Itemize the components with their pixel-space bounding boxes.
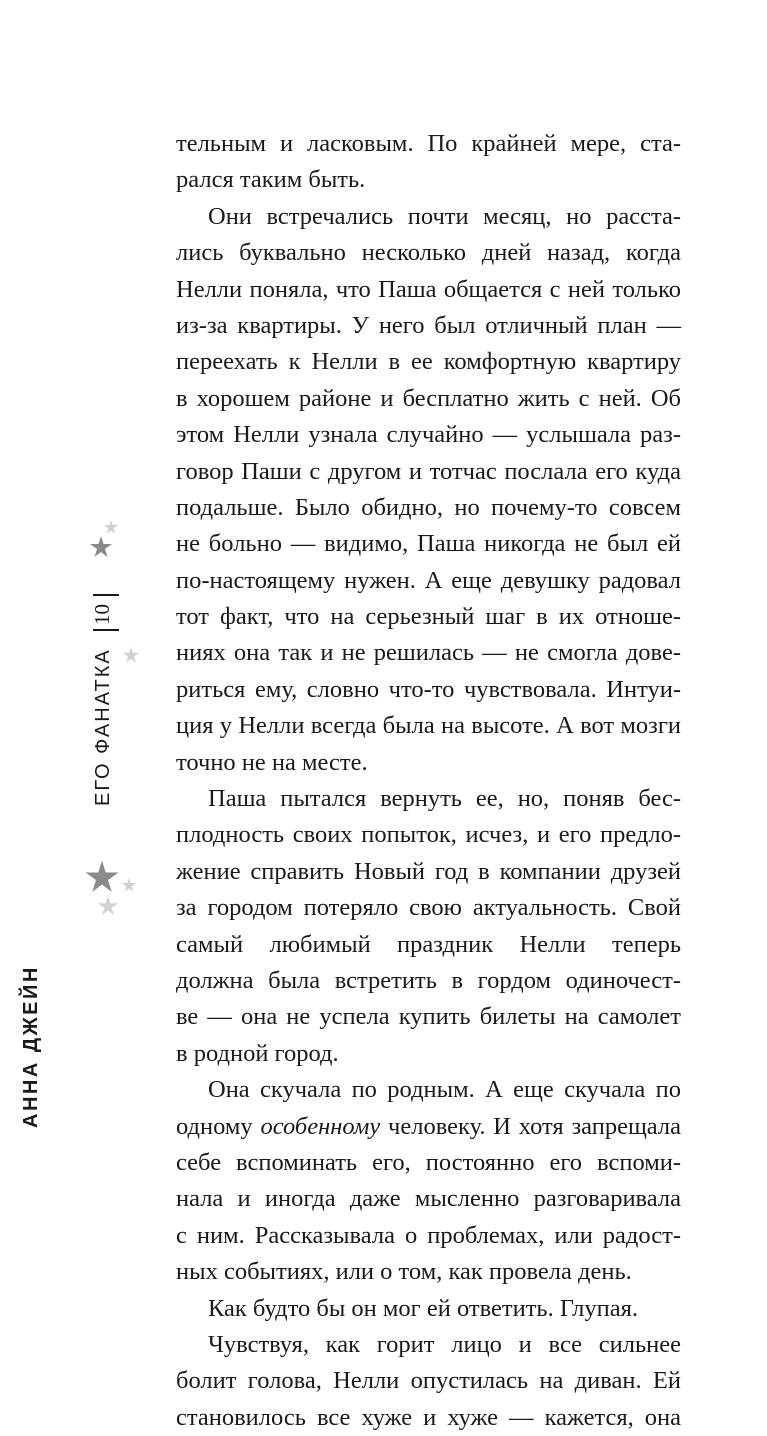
text-line: жение справить Новый год в компании друзей bbox=[176, 857, 681, 885]
star-icon bbox=[84, 859, 120, 895]
text-line: ция у Нелли всегда была на высоте. А вот мозги bbox=[176, 712, 681, 740]
star-icon bbox=[97, 895, 119, 917]
text-line: из-за квартиры. У него был отличный план — bbox=[176, 311, 681, 339]
text-fragment: человеку. И хотя запрещала bbox=[380, 1112, 681, 1140]
text-line: становилось все хуже и хуже — кажется, она bbox=[176, 1403, 681, 1431]
text-line: нала и иногда даже мысленно разговаривала bbox=[176, 1185, 681, 1213]
text-line: Как будто бы он мог ей ответить. Глупая. bbox=[208, 1294, 639, 1322]
text-line: точно не на месте. bbox=[176, 748, 368, 776]
text-line: должна была встретить в гордом одиночест- bbox=[176, 966, 681, 994]
text-fragment: одному bbox=[176, 1112, 261, 1140]
text-line: плодность своих попыток, исчез, и его предло- bbox=[176, 821, 681, 849]
text-line: этом Нелли узнала случайно — услышала раз- bbox=[176, 421, 681, 449]
text-line: Паша пытался вернуть ее, но, поняв бес- bbox=[208, 785, 681, 813]
text-line: Она скучала по родным. А еще скучала по bbox=[208, 1076, 681, 1104]
page-number-rule-top bbox=[93, 594, 119, 596]
text-line: не больно — видимо, Паша никогда не был ей bbox=[176, 530, 681, 558]
text-line: Чувствуя, как горит лицо и все сильнее bbox=[208, 1330, 681, 1358]
text-line bbox=[176, 1109, 681, 1145]
text-line: рался таким быть. bbox=[176, 166, 366, 194]
text-line: в родной город. bbox=[176, 1039, 339, 1067]
text-line: Нелли поняла, что Паша общается с ней только bbox=[176, 275, 681, 303]
text-line: переехать к Нелли в ее комфортную квартиру bbox=[176, 348, 681, 376]
star-icon bbox=[122, 646, 140, 664]
text-line: ниях она так и не решилась — не смогла дове- bbox=[176, 639, 681, 667]
text-line: себе вспоминать его, постоянно его вспоми- bbox=[176, 1148, 681, 1176]
text-line: ных событиях, или о том, как провела день. bbox=[176, 1258, 632, 1286]
text-line: в хорошем районе и бесплатно жить с ней. Об bbox=[176, 384, 681, 412]
book-title: ЕГО ФАНАТКА bbox=[92, 648, 114, 806]
text-line: говор Паши с другом и тотчас послала его куда bbox=[176, 457, 681, 485]
text-line: за городом потеряло свою актуальность. Свой bbox=[176, 894, 681, 922]
text-line: с ним. Рассказывала о проблемах, или радост- bbox=[176, 1221, 681, 1249]
text-line: самый любимый праздник Нелли теперь bbox=[176, 930, 681, 958]
star-icon bbox=[103, 519, 119, 535]
author-name: АННА ДЖЕЙН bbox=[20, 965, 42, 1128]
text-line: тельным и ласковым. По крайней мере, ста- bbox=[176, 130, 681, 157]
text-line: риться ему, словно что-то чувствовала. Интуи- bbox=[176, 675, 681, 703]
text-line: по-настоящему нужен. А еще девушку радовал bbox=[176, 566, 681, 594]
star-icon bbox=[121, 877, 137, 893]
text-line: болит голова, Нелли опустилась на диван. Ей bbox=[176, 1367, 681, 1395]
page-number: 10 bbox=[90, 604, 114, 625]
text-line: ве — она не успела купить билеты на самолет bbox=[176, 1003, 681, 1031]
page-number-rule-bottom bbox=[93, 629, 119, 631]
star-icon bbox=[89, 535, 113, 559]
italic-word: особенному bbox=[260, 1112, 381, 1140]
text-line: Они встречались почти месяц, но расста- bbox=[208, 202, 681, 230]
text-line: лись буквально несколько дней назад, когда bbox=[176, 239, 681, 267]
text-line: тот факт, что на серьезный шаг в их отноше- bbox=[176, 603, 681, 631]
text-line: подальше. Было обидно, но почему-то совсем bbox=[176, 493, 681, 521]
